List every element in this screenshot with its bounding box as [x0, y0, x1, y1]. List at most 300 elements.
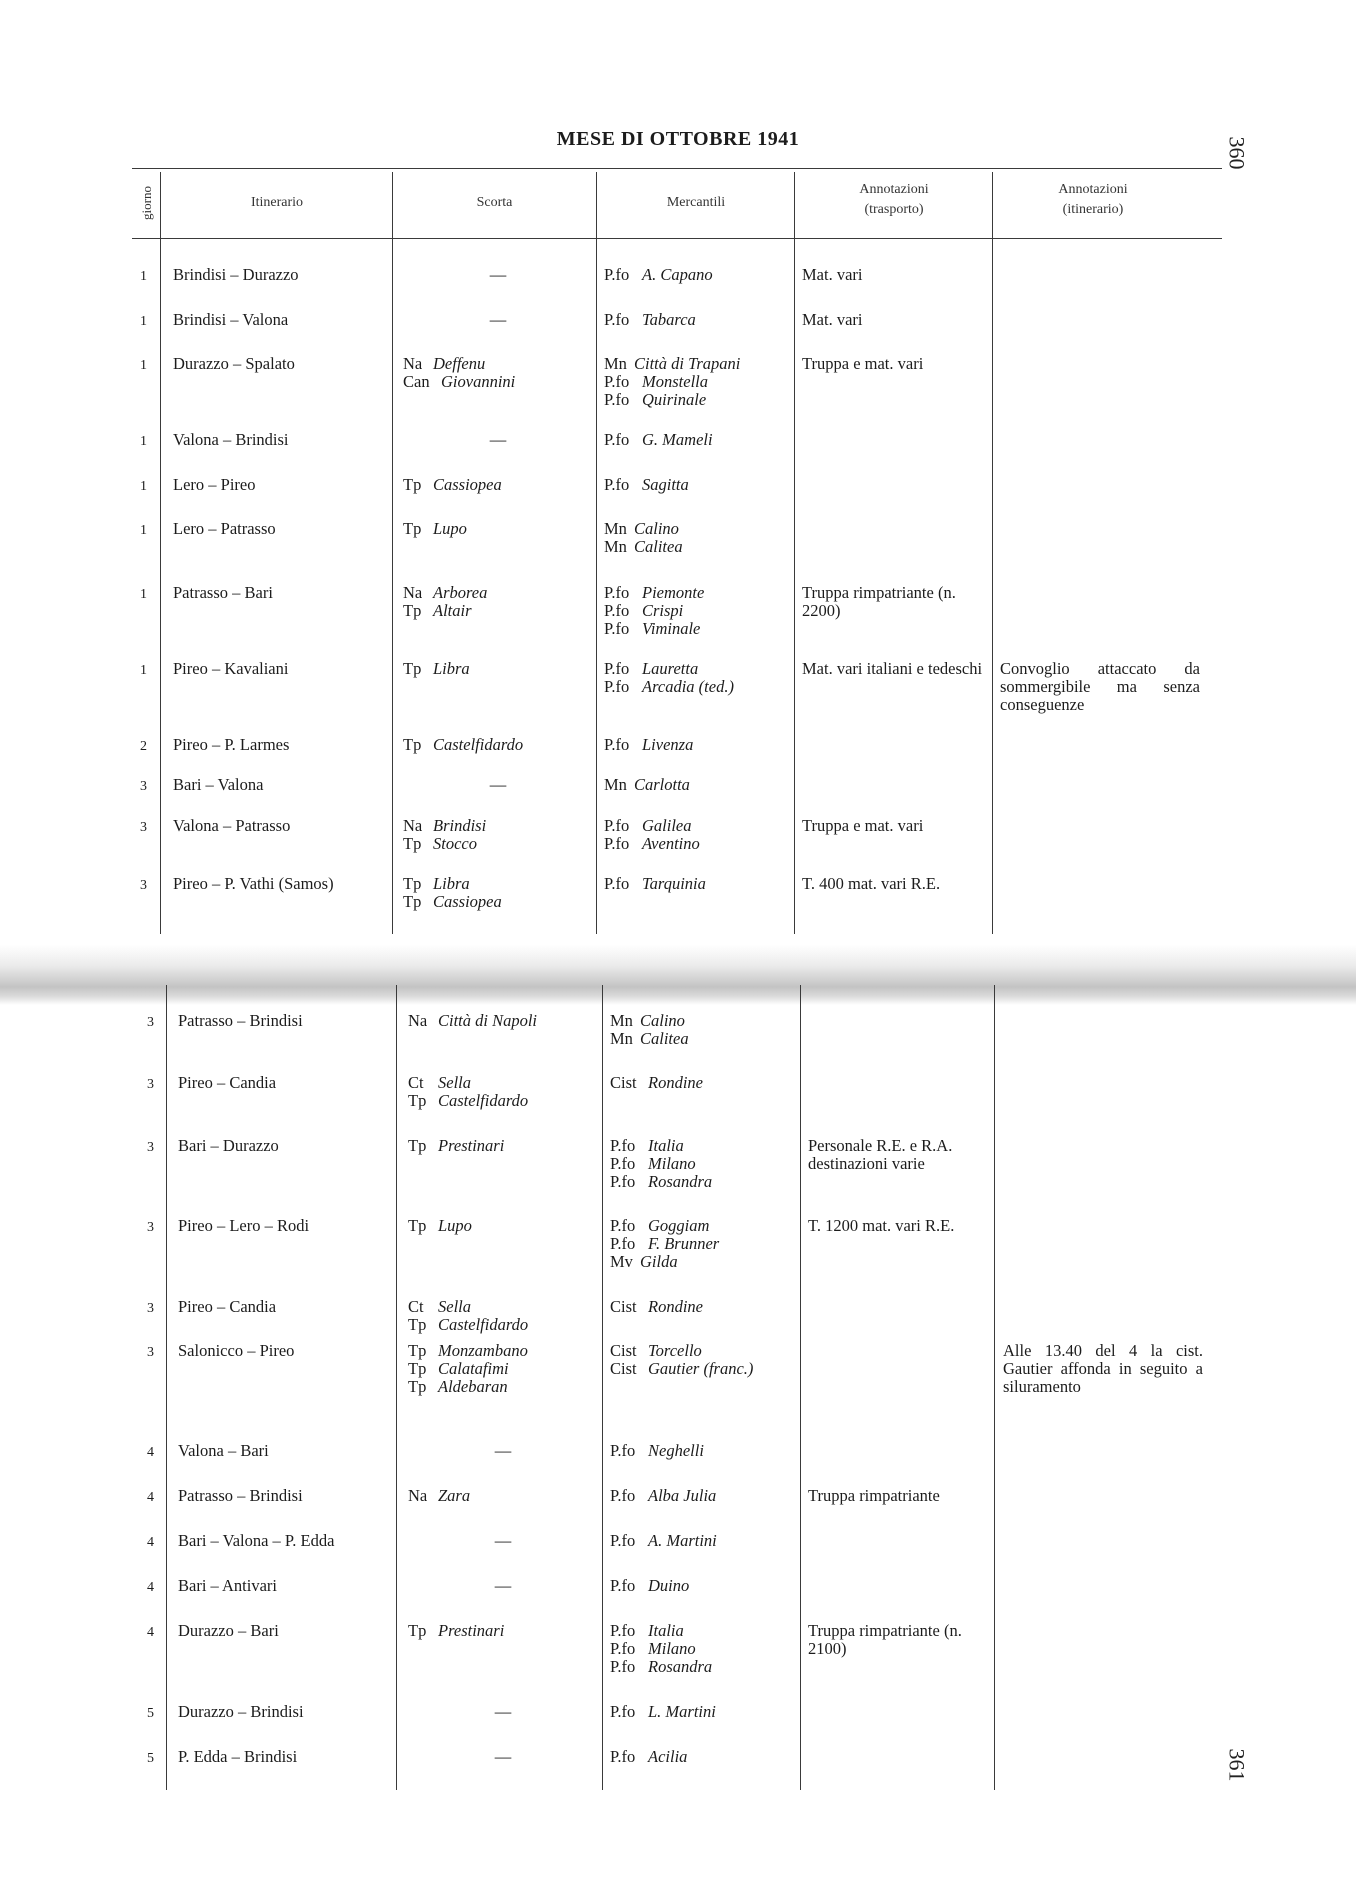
scorta-name: Sella [438, 1073, 471, 1092]
header-itinerario: Itinerario [250, 195, 304, 210]
page-fold [0, 945, 1356, 1005]
scorta-cell [403, 476, 593, 494]
mercantile-entry [604, 817, 794, 835]
scorta-name: Libra [433, 874, 470, 893]
giorno-cell: 5 [147, 1751, 154, 1766]
giorno-cell: 4 [147, 1445, 154, 1460]
mercantile-entry [604, 660, 794, 678]
scorta-entry [403, 817, 593, 835]
scorta-name: Castelfidardo [438, 1315, 529, 1334]
scorta-entry [408, 1748, 598, 1766]
scorta-name: Zara [438, 1486, 471, 1505]
giorno-cell: 2 [140, 739, 147, 754]
mercantile-entry [610, 1622, 800, 1640]
scorta-name: Castelfidardo [433, 735, 524, 754]
scorta-name: Città di Napoli [438, 1011, 538, 1030]
itinerario-cell: Pireo – P. Larmes [173, 735, 290, 754]
itinerario-cell: P. Edda – Brindisi [178, 1747, 298, 1766]
mercantile-type: P.fo [610, 1747, 636, 1766]
mercantile-type: P.fo [610, 1441, 636, 1460]
mercantile-type: Mn [610, 1011, 633, 1030]
mercantili-cell [604, 660, 794, 696]
scorta-name: Prestinari [438, 1621, 505, 1640]
mercantili-cell [610, 1577, 800, 1595]
mercantile-name: Calitea [640, 1029, 689, 1048]
mercantile-name: Italia [648, 1136, 684, 1155]
annotazioni-trasporto-cell: Mat. vari italiani e tedeschi [802, 659, 983, 678]
scorta-type: Tp [403, 475, 422, 494]
giorno-cell: 3 [147, 1301, 154, 1316]
mercantile-type: Cist [610, 1341, 637, 1360]
mercantile-name: Viminale [642, 619, 701, 638]
mercantile-entry [610, 1748, 800, 1766]
scorta-name: Brindisi [433, 816, 487, 835]
scorta-entry [403, 355, 593, 373]
scorta-cell [408, 1298, 598, 1334]
itinerario-cell: Pireo – P. Vathi (Samos) [173, 874, 334, 893]
mercantile-name: Italia [648, 1621, 684, 1640]
mercantile-entry [610, 1030, 800, 1048]
mercantile-entry [610, 1137, 800, 1155]
mercantili-cell [610, 1622, 800, 1676]
scorta-entry [403, 875, 593, 893]
scorta-type: Tp [403, 601, 422, 620]
scorta-entry [408, 1487, 598, 1505]
mercantile-type: P.fo [604, 372, 630, 391]
mercantile-name: Torcello [648, 1341, 702, 1360]
itinerario-cell: Lero – Pireo [173, 475, 256, 494]
giorno-cell: 1 [140, 434, 147, 449]
scorta-type: Can [403, 372, 430, 391]
scorta-type: Tp [403, 874, 422, 893]
giorno-cell: 3 [147, 1077, 154, 1092]
scorta-cell [408, 1137, 598, 1155]
mercantile-entry [610, 1253, 800, 1271]
col-rule [992, 172, 993, 934]
mercantile-name: Rosandra [648, 1657, 713, 1676]
mercantile-entry [604, 620, 794, 638]
mercantili-cell [610, 1748, 800, 1766]
mercantile-name: Milano [648, 1639, 696, 1658]
mercantile-type: P.fo [604, 677, 630, 696]
giorno-cell: 3 [147, 1140, 154, 1155]
scorta-type: Na [403, 816, 423, 835]
mercantile-name: Livenza [642, 735, 694, 754]
scorta-name: Sella [438, 1297, 471, 1316]
mercantile-type: P.fo [610, 1576, 636, 1595]
page-number-top: 360 [1224, 136, 1250, 170]
col-rule [800, 985, 801, 1790]
mercantile-type: P.fo [610, 1234, 636, 1253]
itinerario-cell: Pireo – Candia [178, 1073, 277, 1092]
giorno-cell: 3 [147, 1220, 154, 1235]
header-annotazioni-itinerario [993, 180, 1193, 220]
scorta-entry [408, 1577, 598, 1595]
mercantile-name: Calino [640, 1011, 685, 1030]
mercantile-entry [610, 1532, 800, 1550]
mercantili-cell [610, 1217, 800, 1271]
mercantili-cell [604, 875, 794, 893]
mercantile-type: Mv [610, 1252, 633, 1271]
scorta-entry [403, 266, 593, 284]
scorta-name: Aldebaran [438, 1377, 508, 1396]
mercantile-name: Milano [648, 1154, 696, 1173]
scorta-type: Tp [408, 1377, 427, 1396]
scorta-entry [408, 1622, 598, 1640]
mercantile-type: P.fo [604, 816, 630, 835]
header-annotazioni-itinerario-line2: (itinerario) [1062, 202, 1124, 217]
itinerario-cell: Patrasso – Brindisi [178, 1486, 303, 1505]
mercantile-name: F. Brunner [648, 1234, 720, 1253]
annotazioni-trasporto-cell: Truppa rimpatriante [808, 1486, 940, 1505]
giorno-cell: 3 [140, 820, 147, 835]
annotazioni-itinerario-cell: Alle 13.40 del 4 la cist. Gautier affonda in seguito a siluramento [1003, 1341, 1203, 1396]
scorta-cell [408, 1487, 598, 1505]
scorta-entry [408, 1137, 598, 1155]
scorta-dash: — [494, 1702, 512, 1721]
mercantile-type: P.fo [604, 310, 630, 329]
col-rule [602, 985, 603, 1790]
giorno-cell: 1 [140, 663, 147, 678]
giorno-cell: 4 [147, 1580, 154, 1595]
mercantili-cell [604, 431, 794, 449]
scorta-entry [403, 660, 593, 678]
giorno-cell: 1 [140, 479, 147, 494]
mercantile-name: Lauretta [642, 659, 699, 678]
itinerario-cell: Patrasso – Bari [173, 583, 273, 602]
mercantile-type: P.fo [610, 1172, 636, 1191]
scorta-entry [403, 373, 593, 391]
mercantile-entry [604, 584, 794, 602]
itinerario-cell: Bari – Valona – P. Edda [178, 1531, 335, 1550]
mercantile-entry [610, 1703, 800, 1721]
scorta-name: Monzambano [438, 1341, 528, 1360]
scorta-name: Stocco [433, 834, 477, 853]
col-rule [994, 985, 995, 1790]
mercantile-type: P.fo [610, 1486, 636, 1505]
scorta-type: Na [403, 354, 423, 373]
giorno-cell: 4 [147, 1535, 154, 1550]
mercantile-entry [610, 1298, 800, 1316]
scorta-cell [408, 1622, 598, 1640]
scorta-entry [408, 1532, 598, 1550]
annotazioni-trasporto-cell: Truppa e mat. vari [802, 354, 924, 373]
scorta-cell [408, 1442, 598, 1460]
scorta-entry [408, 1360, 598, 1378]
header-annotazioni-itinerario-line1: Annotazioni [1058, 182, 1128, 197]
scorta-name: Calatafimi [438, 1359, 509, 1378]
annotazioni-trasporto-cell: Mat. vari [802, 265, 863, 284]
mercantili-cell [604, 311, 794, 329]
mercantili-cell [610, 1342, 800, 1378]
col-rule [596, 172, 597, 934]
mercantile-type: P.fo [604, 735, 630, 754]
scorta-cell [408, 1074, 598, 1110]
mercantile-type: P.fo [604, 619, 630, 638]
col-rule [396, 985, 397, 1790]
mercantile-name: Monstella [642, 372, 708, 391]
scorta-type: Tp [408, 1359, 427, 1378]
mercantile-name: Neghelli [648, 1441, 704, 1460]
scorta-cell [403, 875, 593, 911]
itinerario-cell: Brindisi – Durazzo [173, 265, 299, 284]
mercantile-entry [604, 266, 794, 284]
mercantili-cell [610, 1703, 800, 1721]
scorta-dash: — [494, 1747, 512, 1766]
scorta-cell [408, 1532, 598, 1550]
header-annotazioni-trasporto [795, 180, 993, 220]
scorta-name: Lupo [438, 1216, 472, 1235]
mercantili-cell [604, 355, 794, 409]
mercantile-name: Goggiam [648, 1216, 710, 1235]
col-rule [794, 172, 795, 934]
scorta-entry [403, 311, 593, 329]
giorno-cell: 1 [140, 314, 147, 329]
scorta-entry [403, 736, 593, 754]
itinerario-cell: Salonicco – Pireo [178, 1341, 295, 1360]
scorta-dash: — [489, 265, 507, 284]
mercantile-type: P.fo [610, 1621, 636, 1640]
mercantile-name: Tarquinia [642, 874, 706, 893]
scorta-entry [408, 1298, 598, 1316]
mercantile-type: P.fo [604, 265, 630, 284]
annotazioni-itinerario-cell: Convoglio attaccato da sommergibile ma senza conseguenze [1000, 659, 1200, 714]
mercantili-cell [610, 1442, 800, 1460]
mercantili-cell [610, 1532, 800, 1550]
scorta-entry [408, 1217, 598, 1235]
scorta-entry [403, 476, 593, 494]
mercantile-entry [604, 476, 794, 494]
itinerario-cell: Bari – Valona [173, 775, 264, 794]
mercantile-entry [610, 1577, 800, 1595]
scorta-name: Castelfidardo [438, 1091, 529, 1110]
scorta-cell [403, 520, 593, 538]
scorta-cell [403, 660, 593, 678]
scorta-cell [403, 355, 593, 391]
mercantile-entry [610, 1342, 800, 1360]
itinerario-cell: Durazzo – Spalato [173, 354, 295, 373]
mercantile-type: P.fo [604, 659, 630, 678]
scorta-entry [408, 1092, 598, 1110]
scorta-name: Prestinari [438, 1136, 505, 1155]
scorta-type: Tp [408, 1341, 427, 1360]
scorta-cell [408, 1012, 598, 1030]
scorta-type: Tp [408, 1136, 427, 1155]
mercantile-entry [610, 1640, 800, 1658]
scorta-cell [403, 431, 593, 449]
mercantile-entry [604, 875, 794, 893]
scorta-cell [408, 1217, 598, 1235]
scorta-type: Tp [408, 1621, 427, 1640]
header-annotazioni-trasporto-line1: Annotazioni [859, 182, 929, 197]
scorta-type: Tp [408, 1315, 427, 1334]
mercantile-type: P.fo [610, 1531, 636, 1550]
scorta-name: Giovannini [441, 372, 516, 391]
mercantile-name: Quirinale [642, 390, 707, 409]
mercantile-name: Arcadia (ted.) [642, 677, 734, 696]
annotazioni-trasporto-cell: T. 1200 mat. vari R.E. [808, 1216, 955, 1235]
giorno-cell: 4 [147, 1625, 154, 1640]
mercantile-type: P.fo [610, 1657, 636, 1676]
page-number-bottom: 361 [1224, 1748, 1250, 1782]
mercantile-name: Tabarca [642, 310, 696, 329]
mercantile-type: P.fo [604, 583, 630, 602]
mercantile-name: Galilea [642, 816, 692, 835]
scorta-dash: — [494, 1576, 512, 1595]
mercantile-type: P.fo [604, 874, 630, 893]
mercantile-type: P.fo [610, 1702, 636, 1721]
itinerario-cell: Patrasso – Brindisi [178, 1011, 303, 1030]
scorta-name: Altair [433, 601, 472, 620]
scorta-entry [403, 776, 593, 794]
scorta-type: Tp [408, 1216, 427, 1235]
mercantile-type: Cist [610, 1073, 637, 1092]
scorta-cell [408, 1703, 598, 1721]
scorta-entry [403, 520, 593, 538]
giorno-cell: 5 [147, 1706, 154, 1721]
scorta-entry [408, 1316, 598, 1334]
giorno-cell: 3 [147, 1015, 154, 1030]
scorta-type: Tp [403, 735, 422, 754]
mercantile-entry [610, 1217, 800, 1235]
scorta-type: Na [408, 1486, 428, 1505]
mercantile-name: Rosandra [648, 1172, 713, 1191]
scorta-entry [408, 1703, 598, 1721]
mercantile-name: Carlotta [634, 775, 690, 794]
scorta-cell [403, 817, 593, 853]
mercantile-entry [604, 835, 794, 853]
scorta-entry [408, 1074, 598, 1092]
scorta-name: Libra [433, 659, 470, 678]
mercantili-cell [610, 1487, 800, 1505]
scorta-type: Tp [403, 659, 422, 678]
giorno-cell: 1 [140, 587, 147, 602]
mercantile-name: Duino [648, 1576, 690, 1595]
scorta-name: Deffenu [433, 354, 486, 373]
mercantili-cell [604, 520, 794, 556]
mercantile-type: P.fo [604, 834, 630, 853]
mercantile-entry [604, 431, 794, 449]
mercantili-cell [604, 776, 794, 794]
mercantile-entry [604, 391, 794, 409]
annotazioni-trasporto-cell: Personale R.E. e R.A. destinazioni varie [808, 1136, 953, 1173]
mercantile-name: Calitea [634, 537, 683, 556]
annotazioni-trasporto-cell: Truppa rimpatriante (n. 2200) [802, 583, 956, 620]
mercantili-cell [604, 266, 794, 284]
mercantile-name: A. Martini [648, 1531, 717, 1550]
scorta-entry [408, 1012, 598, 1030]
giorno-cell: 4 [147, 1490, 154, 1505]
mercantile-name: Sagitta [642, 475, 689, 494]
mercantili-cell [604, 584, 794, 638]
mercantile-type: P.fo [610, 1216, 636, 1235]
header-top-rule [132, 168, 1222, 169]
scorta-name: Arborea [433, 583, 488, 602]
scorta-cell [408, 1748, 598, 1766]
mercantile-name: Acilia [648, 1747, 688, 1766]
mercantile-type: Cist [610, 1297, 637, 1316]
mercantile-entry [610, 1155, 800, 1173]
mercantile-entry [604, 520, 794, 538]
mercantile-name: Aventino [642, 834, 700, 853]
scorta-entry [403, 893, 593, 911]
header-giorno: giorno [139, 186, 154, 220]
mercantile-type: P.fo [604, 430, 630, 449]
mercantile-entry [610, 1074, 800, 1092]
mercantile-entry [610, 1012, 800, 1030]
mercantile-name: Rondine [648, 1297, 703, 1316]
mercantile-entry [610, 1360, 800, 1378]
mercantile-type: Mn [610, 1029, 633, 1048]
giorno-cell: 3 [147, 1345, 154, 1360]
annotazioni-trasporto-cell: Mat. vari [802, 310, 863, 329]
itinerario-cell: Pireo – Kavaliani [173, 659, 289, 678]
col-rule [166, 985, 167, 1790]
mercantile-entry [604, 736, 794, 754]
mercantile-entry [610, 1235, 800, 1253]
giorno-cell: 3 [140, 878, 147, 893]
header-bottom-rule [132, 238, 1222, 239]
itinerario-cell: Durazzo – Bari [178, 1621, 279, 1640]
mercantile-type: Mn [604, 354, 627, 373]
scorta-type: Tp [403, 892, 422, 911]
col-rule [160, 172, 161, 934]
itinerario-cell: Bari – Antivari [178, 1576, 277, 1595]
scorta-entry [403, 584, 593, 602]
mercantile-entry [604, 602, 794, 620]
scorta-entry [408, 1378, 598, 1396]
mercantili-cell [610, 1074, 800, 1092]
scorta-cell [403, 736, 593, 754]
scorta-type: Tp [403, 519, 422, 538]
mercantile-name: Gilda [640, 1252, 678, 1271]
mercantile-entry [610, 1487, 800, 1505]
header-scorta: Scorta [476, 195, 513, 210]
mercantile-type: Mn [604, 775, 627, 794]
mercantile-name: Città di Trapani [634, 354, 741, 373]
mercantili-cell [610, 1012, 800, 1048]
annotazioni-trasporto-cell: Truppa rimpatriante (n. 2100) [808, 1621, 962, 1658]
mercantile-type: Mn [604, 537, 627, 556]
mercantile-type: Cist [610, 1359, 637, 1378]
scorta-name: Cassiopea [433, 892, 502, 911]
scorta-dash: — [494, 1531, 512, 1550]
mercantile-name: Crispi [642, 601, 684, 620]
annotazioni-trasporto-cell: T. 400 mat. vari R.E. [802, 874, 941, 893]
scorta-type: Tp [408, 1091, 427, 1110]
mercantile-name: A. Capano [642, 265, 713, 284]
mercantili-cell [610, 1137, 800, 1191]
mercantile-name: Gautier (franc.) [648, 1359, 754, 1378]
scorta-cell [403, 311, 593, 329]
mercantile-entry [610, 1442, 800, 1460]
mercantile-entry [604, 678, 794, 696]
mercantile-entry [604, 373, 794, 391]
itinerario-cell: Valona – Patrasso [173, 816, 291, 835]
giorno-cell: 1 [140, 269, 147, 284]
mercantile-name: Rondine [648, 1073, 703, 1092]
scorta-name: Cassiopea [433, 475, 502, 494]
mercantile-type: P.fo [610, 1154, 636, 1173]
itinerario-cell: Pireo – Candia [178, 1297, 277, 1316]
mercantile-type: P.fo [604, 390, 630, 409]
scorta-dash: — [494, 1441, 512, 1460]
page-title: MESE DI OTTOBRE 1941 [556, 128, 800, 150]
giorno-cell: 1 [140, 358, 147, 373]
mercantile-type: P.fo [610, 1136, 636, 1155]
scorta-cell [403, 266, 593, 284]
mercantile-type: Mn [604, 519, 627, 538]
